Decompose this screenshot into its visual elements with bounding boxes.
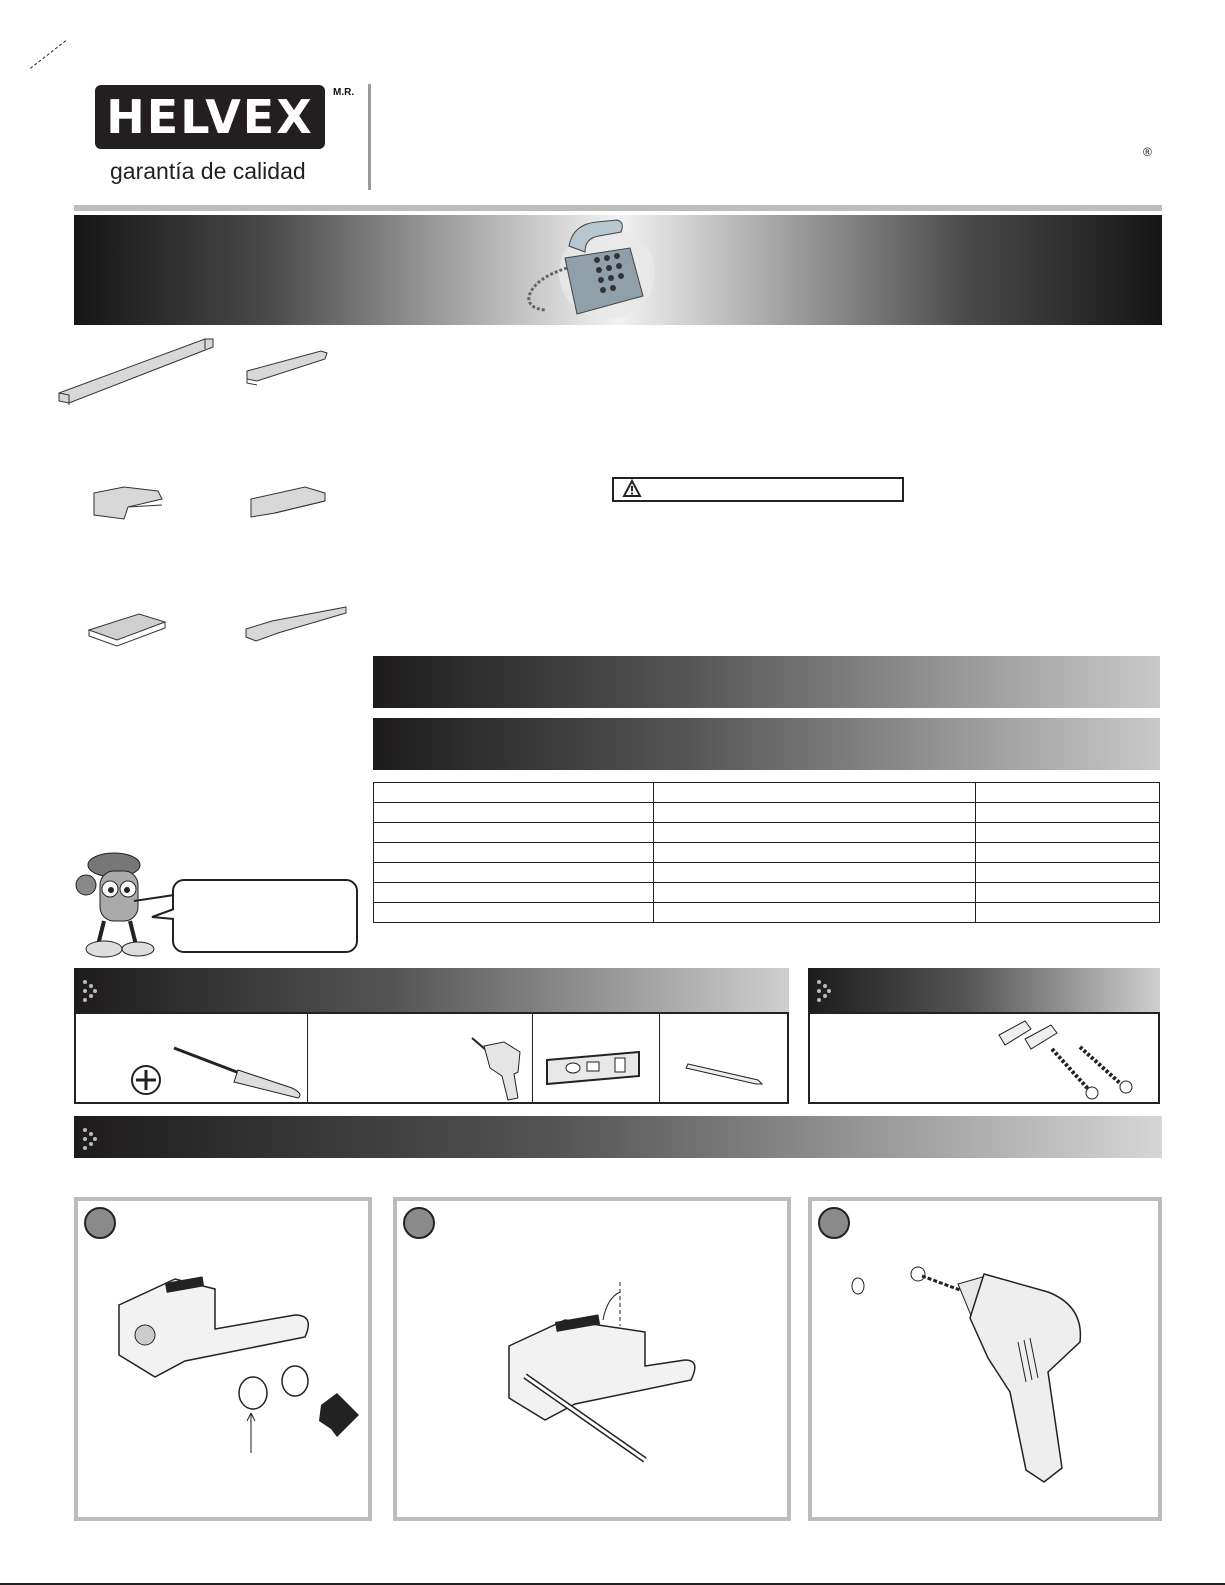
bullet-dots-icon [82,979,98,1003]
gradient-bar-2 [373,718,1160,770]
bullet-dots-icon [82,1127,98,1151]
spec-table [373,782,1160,923]
plumber-mascot-icon [74,845,179,960]
warning-box [612,477,904,502]
step-3-illustration [848,1262,1098,1502]
level-icon [545,1050,641,1086]
table-row [374,903,1160,923]
soap-dish-illustration [85,612,170,657]
includes-header [808,968,1160,1012]
drill-icon [470,1034,528,1102]
cut-line [30,40,66,68]
tool-divider [307,1014,308,1102]
paper-holder-illustration [242,605,352,655]
installation-header [74,1116,1162,1158]
pencil-icon [686,1060,766,1086]
gradient-bar-1 [373,656,1160,708]
towel-bar-illustration [55,333,215,413]
warning-triangle-icon [622,479,642,499]
step-number-badge [403,1207,435,1239]
table-row [374,843,1160,863]
step-2-illustration [505,1280,715,1490]
logo-mark: M.R. [333,87,355,98]
table-row [374,803,1160,823]
table-row [374,823,1160,843]
header-rule [74,205,1162,211]
table-row [374,883,1160,903]
step-1-illustration [115,1275,365,1465]
helvex-logo [95,85,325,149]
table-row [374,783,1160,803]
towel-ring-illustration [243,345,333,390]
step-number-badge [818,1207,850,1239]
tool-divider [532,1014,533,1102]
arrow-right-icon [319,1393,359,1437]
screwdriver-icon [172,1040,307,1100]
table-row [374,863,1160,883]
screw-icon [1050,1045,1152,1101]
phillips-screw-head-icon [130,1064,162,1096]
bubble-pointer [150,905,174,925]
telephone-icon [525,218,660,326]
bullet-dots-icon [816,979,832,1003]
tools-header [74,968,789,1012]
logo-tagline: garantía de calidad [110,158,306,184]
logo-text: HELVEX [106,90,314,144]
header-divider [368,84,371,190]
double-hook-illustration [245,485,330,530]
robe-hook-illustration [88,485,168,530]
registered-mark: ® [1143,145,1152,159]
speech-bubble [172,879,358,953]
step-number-badge [84,1207,116,1239]
tool-divider [659,1014,660,1102]
